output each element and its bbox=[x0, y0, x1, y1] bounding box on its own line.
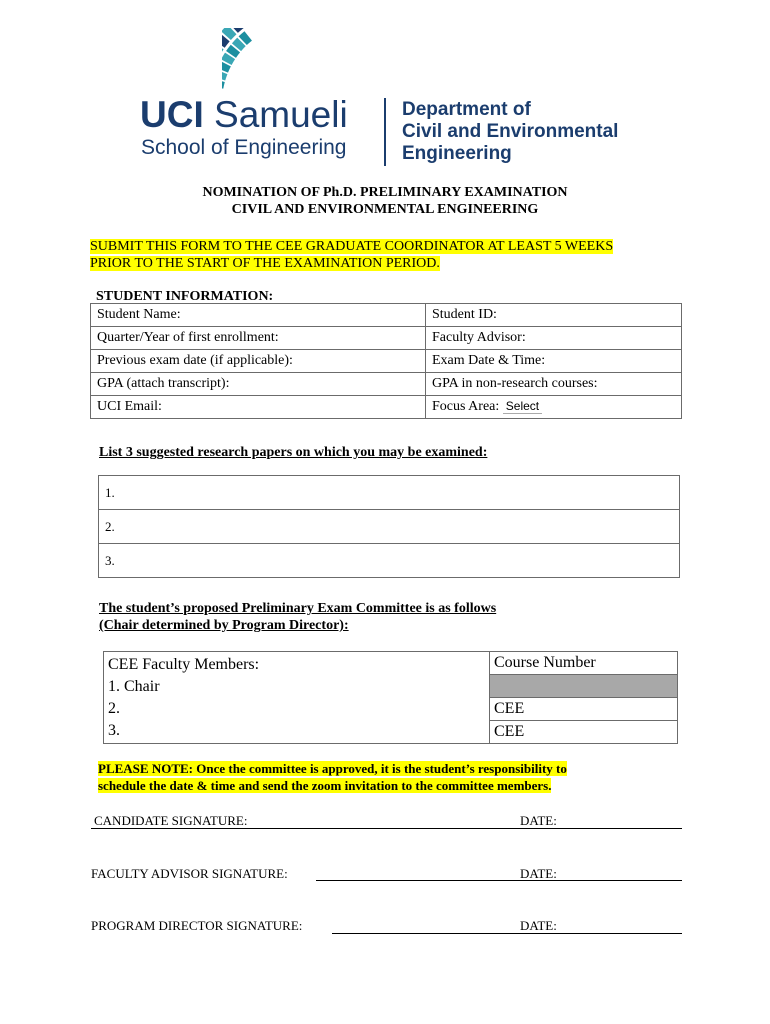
submit-instructions: SUBMIT THIS FORM TO THE CEE GRADUATE COORDINATOR AT LEAST 5 WEEKS PRIOR TO THE START OF THE EXAMINATION PERIOD. bbox=[90, 239, 614, 271]
advisor-date-label: DATE: bbox=[520, 866, 557, 881]
candidate-signature-line[interactable] bbox=[91, 828, 682, 829]
course-number-title: Course Number bbox=[490, 652, 678, 675]
uci-samueli-logo-text: UCI Samueli bbox=[140, 94, 348, 135]
table-row bbox=[91, 350, 682, 373]
paper-3-field[interactable]: 3. bbox=[99, 544, 680, 578]
faculty-members-cell[interactable] bbox=[104, 652, 490, 744]
committee-table bbox=[103, 651, 678, 744]
course-2-cell[interactable]: CEE bbox=[490, 698, 678, 721]
logo-divider bbox=[384, 98, 386, 166]
advisor-signature-line[interactable] bbox=[316, 880, 682, 881]
candidate-date-label: DATE: bbox=[520, 813, 557, 828]
table-row bbox=[91, 327, 682, 350]
table-row bbox=[91, 396, 682, 419]
uci-logo-mark bbox=[222, 28, 382, 98]
department-name: Department of Civil and Environmental Engineering bbox=[402, 99, 619, 164]
focus-area-cell bbox=[426, 396, 682, 419]
table-row bbox=[99, 476, 680, 510]
table-row bbox=[99, 544, 680, 578]
member-2: 2. bbox=[108, 700, 120, 717]
focus-area-select[interactable]: Select bbox=[503, 399, 542, 414]
faculty-members-title: CEE Faculty Members: bbox=[108, 656, 260, 673]
table-row bbox=[91, 304, 682, 327]
enrollment-field[interactable]: Quarter/Year of first enrollment: bbox=[91, 327, 426, 350]
previous-exam-field[interactable]: Previous exam date (if applicable): bbox=[91, 350, 426, 373]
exam-date-field[interactable]: Exam Date & Time: bbox=[426, 350, 682, 373]
course-3-cell[interactable]: CEE bbox=[490, 721, 678, 744]
student-info-heading: STUDENT INFORMATION: bbox=[96, 289, 274, 304]
logo-arc-segment bbox=[222, 79, 225, 89]
school-name: School of Engineering bbox=[141, 136, 347, 159]
table-row bbox=[99, 510, 680, 544]
paper-1-field[interactable]: 1. bbox=[99, 476, 680, 510]
gpa-field[interactable]: GPA (attach transcript): bbox=[91, 373, 426, 396]
director-date-label: DATE: bbox=[520, 918, 557, 933]
gpa-nonresearch-field[interactable]: GPA in non-research courses: bbox=[426, 373, 682, 396]
table-row bbox=[104, 652, 678, 675]
focus-area-label: Focus Area: bbox=[432, 399, 500, 414]
please-note: PLEASE NOTE: Once the committee is approved, it is the student’s responsibility to schedule the date & time and send the zoom invitation to the committee members. bbox=[98, 761, 567, 793]
advisor-signature-label: FACULTY ADVISOR SIGNATURE: bbox=[91, 866, 288, 881]
papers-heading: List 3 suggested research papers on which you may be examined: bbox=[99, 445, 488, 460]
candidate-signature-label: CANDIDATE SIGNATURE: bbox=[94, 813, 248, 828]
uci-email-field[interactable]: UCI Email: bbox=[91, 396, 426, 419]
director-signature-line[interactable] bbox=[332, 933, 682, 934]
member-3: 3. bbox=[108, 722, 120, 739]
member-chair: 1. Chair bbox=[108, 678, 160, 695]
table-row bbox=[91, 373, 682, 396]
form-title-line1: NOMINATION OF Ph.D. PRELIMINARY EXAMINATION bbox=[202, 185, 568, 200]
committee-heading-line1: The student’s proposed Preliminary Exam Committee is as follows bbox=[99, 601, 497, 616]
papers-table bbox=[98, 475, 680, 578]
form-title-line2: CIVIL AND ENVIRONMENTAL ENGINEERING bbox=[231, 202, 539, 217]
director-signature-label: PROGRAM DIRECTOR SIGNATURE: bbox=[91, 918, 303, 933]
paper-2-field[interactable]: 2. bbox=[99, 510, 680, 544]
committee-heading-line2: (Chair determined by Program Director): bbox=[99, 618, 349, 633]
course-chair-cell[interactable] bbox=[490, 675, 678, 698]
student-info-table bbox=[90, 303, 682, 419]
student-name-field[interactable]: Student Name: bbox=[91, 304, 426, 327]
student-id-field[interactable]: Student ID: bbox=[426, 304, 682, 327]
faculty-advisor-field[interactable]: Faculty Advisor: bbox=[426, 327, 682, 350]
